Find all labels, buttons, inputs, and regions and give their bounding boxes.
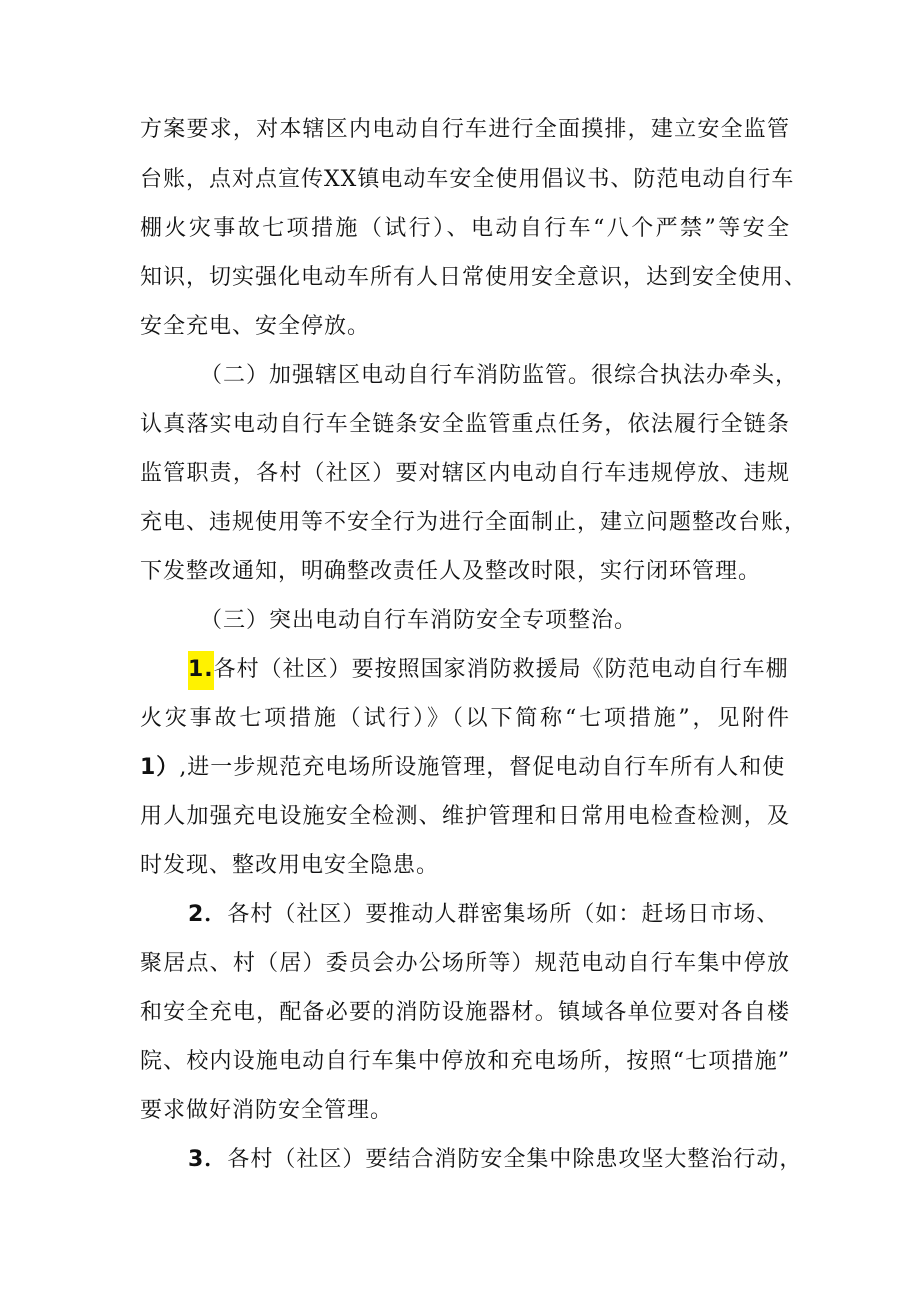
item-number: 3．	[188, 1147, 228, 1172]
paragraph-line: 各村（社区）要按照国家消防救援局《防范电动自行车棚	[213, 657, 789, 682]
paragraph-line: 充电、违规使用等不安全行为进行全面制止，建立问题整改台账，	[140, 510, 808, 535]
paragraph-line: 棚火灾事故七项措施（试行）、电动自行车“八个严禁”等安全	[140, 216, 790, 241]
paragraph-line: 安全充电、安全停放。	[140, 314, 371, 339]
paragraph-line: ,进一步规范充电场所设施管理，督促电动自行车所有人和使	[179, 755, 786, 780]
section-heading-3: （三）突出电动自行车消防安全专项整治。	[200, 608, 638, 633]
paragraph-line: 聚居点、村（居）委员会办公场所等）规范电动自行车集中停放	[140, 951, 790, 976]
paragraph-line: 各村（社区）要结合消防安全集中除患攻坚大整治行动，	[227, 1147, 803, 1172]
paragraph-line: 台账，点对点宣传XX镇电动车安全使用倡议书、防范电动自行车	[140, 167, 795, 192]
list-item-3	[188, 1145, 803, 1175]
paragraph-line: 要求做好消防安全管理。	[140, 1098, 394, 1123]
paragraph-line: 方案要求，对本辖区内电动自行车进行全面摸排，建立安全监管	[140, 117, 790, 142]
paragraph-line: 院、校内设施电动自行车集中停放和充电场所，按照“七项措施”	[140, 1049, 790, 1074]
paragraph-line: 下发整改通知，明确整改责任人及整改时限，实行闭环管理。	[140, 559, 762, 584]
paragraph-line: 监管职责，各村（社区）要对辖区内电动自行车违规停放、违规	[140, 461, 790, 486]
item-number: 1.	[188, 651, 214, 690]
item-number: 2．	[188, 902, 228, 927]
paragraph-line: 认真落实电动自行车全链条安全监管重点任务，依法履行全链条	[140, 412, 790, 437]
section-heading-2	[200, 361, 799, 391]
paragraph-line: 知识，切实强化电动车所有人日常使用安全意识，达到安全使用、	[140, 265, 808, 290]
paragraph-line: 各村（社区）要推动人群密集场所（如：赶场日市场、	[227, 902, 780, 927]
paragraph-line: （二）加强辖区电动自行车消防监管。很综合执法办牵头，	[200, 363, 799, 388]
paragraph-line: 火灾事故七项措施（试行）》（以下简称“七项措施”，见附件	[140, 706, 790, 731]
list-item-1	[188, 655, 790, 685]
paragraph-line-with-number	[140, 753, 790, 783]
paragraph-line: 和安全充电，配备必要的消防设施器材。镇域各单位要对各自楼	[140, 1000, 790, 1025]
list-item-2	[188, 900, 790, 930]
paragraph-line: 时发现、整改用电安全隐患。	[140, 853, 440, 878]
item-number: 1）	[140, 755, 180, 780]
paragraph-line: 用人加强充电设施安全检测、维护管理和日常用电检查检测，及	[140, 804, 790, 829]
